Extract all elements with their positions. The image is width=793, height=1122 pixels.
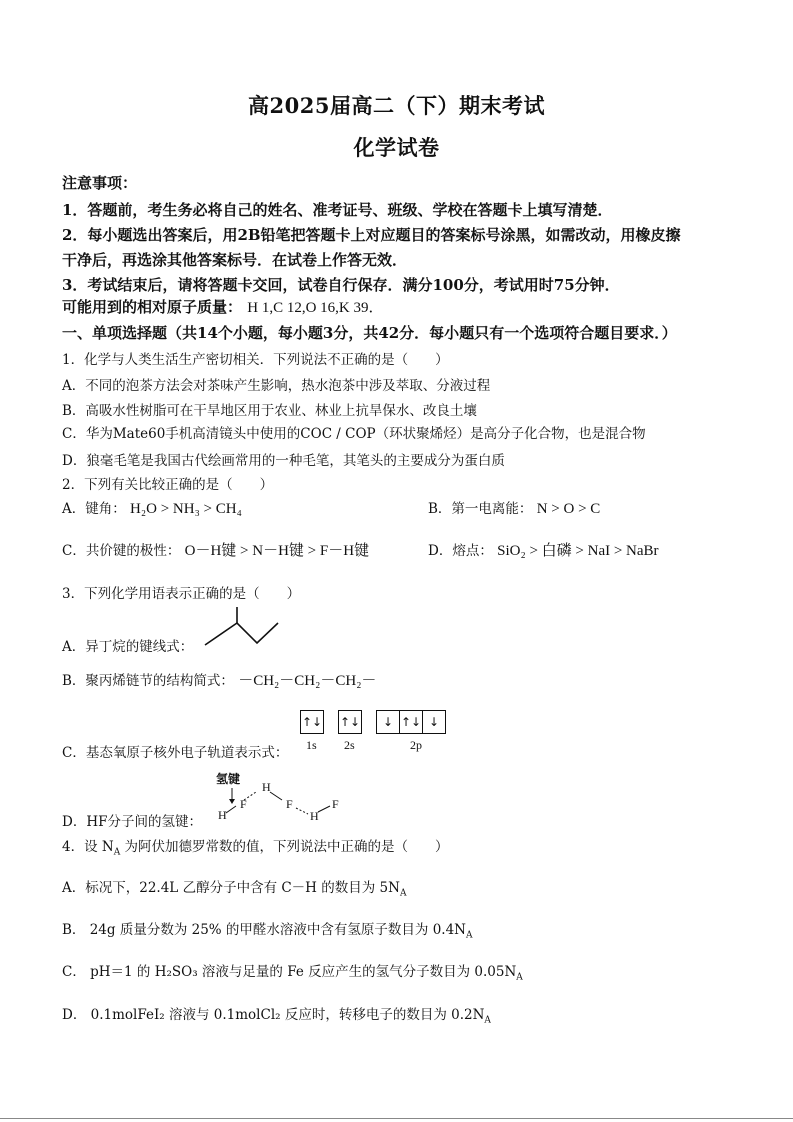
q4-stem-start: 4．设 N	[62, 839, 114, 855]
q2-option-c	[62, 539, 369, 560]
q2-a-label: A．键角：	[62, 501, 126, 517]
q3-option-a: A．异丁烷的键线式：	[62, 639, 194, 655]
section-1-heading: 一、单项选择题（共14个小题，每小题3分，共42分．每小题只有一个选项符合题目要求．）	[62, 324, 677, 342]
hbond-atom-h1: H	[218, 808, 227, 822]
orbital-box-paired: ↑↓	[400, 710, 423, 734]
q2-d-expr: SiO₂ > 白磷 > NaI > NaBr	[497, 543, 659, 559]
q4-b-text: B． 24g 质量分数为 25% 的甲醛水溶液中含有氢原子数目为 0.4N	[62, 922, 466, 938]
orbital-box-down: ↓	[423, 710, 446, 734]
orbital-label-2s: 2s	[344, 738, 355, 752]
q3-option-c: C．基态氧原子核外电子轨道表示式：	[62, 745, 289, 761]
hbond-atom-h2: H	[262, 780, 271, 794]
q2-b-label: B．第一电离能：	[428, 501, 533, 517]
hbond-atom-f2: F	[286, 797, 293, 811]
q4-option-c	[62, 960, 742, 983]
q3-stem: 3．下列化学用语表示正确的是（ ）	[62, 586, 301, 602]
q4-a-sub: A	[399, 888, 407, 899]
q3-b-label: B．聚丙烯链节的结构简式：	[62, 673, 234, 689]
orbital-box-paired: ↑↓	[300, 710, 324, 734]
q4-option-d	[62, 1003, 742, 1026]
q1-option-a: A．不同的泡茶方法会对茶味产生影响，热水泡茶中涉及萃取、分液过程	[62, 378, 491, 394]
orbital-label-2p: 2p	[410, 738, 422, 752]
atomic-mass-label: 可能用到的相对原子质量：	[62, 298, 243, 316]
q2-a-expr: H₂O > NH₃ > CH₄	[130, 501, 242, 517]
notice-item-2-cont: 干净后，再选涂其他答案标号．在试卷上作答无效．	[62, 251, 408, 269]
orbital-2p	[376, 710, 446, 734]
q2-b-expr: N > O > C	[536, 501, 601, 517]
q1-option-b: B．高吸水性树脂可在干旱地区用于农业、林业上抗旱保水、改良土壤	[62, 403, 477, 419]
q2-option-b	[428, 497, 600, 518]
notice-item-2: 2．每小题选出答案后，用2B铅笔把答题卡上对应题目的答案标号涂黑，如需改动，用橡皮擦	[62, 226, 681, 244]
orbital-box-down: ↓	[376, 710, 400, 734]
q4-d-sub: A	[484, 1015, 491, 1026]
q4-option-b	[62, 918, 742, 941]
q4-b-sub: A	[465, 930, 473, 941]
atomic-mass-values: H 1,C 12,O 16,K 39．	[247, 300, 384, 316]
notice-heading: 注意事项：	[62, 174, 138, 192]
q4-stem-sub: A	[113, 847, 121, 858]
q2-option-d	[428, 539, 659, 560]
q4-c-sub: A	[516, 972, 523, 983]
q4-d-text: D． 0.1molFeI₂ 溶液与 0.1molCl₂ 反应时，转移电子的数目为 0.2N	[62, 1007, 485, 1023]
q4-c-text: C． pH＝1 的 H₂SO₃ 溶液与足量的 Fe 反应产生的氢气分子数目为 0.05N	[62, 964, 517, 980]
q1-stem: 1．化学与人类生活生产密切相关．下列说法不正确的是（ ）	[62, 352, 449, 368]
q4-a-text: A．标况下，22.4L 乙醇分子中含有 C－H 的数目为 5N	[62, 880, 400, 896]
exam-subject: 化学试卷	[353, 135, 440, 160]
hbond-atom-f3: F	[332, 797, 339, 811]
q2-c-label: C．共价键的极性：	[62, 543, 181, 559]
notice-item-1: 1．答题前，考生务必将自己的姓名、准考证号、班级、学校在答题卡上填写清楚．	[62, 201, 613, 219]
orbital-2s	[338, 710, 362, 734]
q4-stem-rest: 为阿伏加德罗常数的值，下列说法中正确的是（ ）	[120, 839, 449, 855]
hbond-atom-h3: H	[310, 809, 319, 823]
q2-c-expr: O－H键 > N－H键 > F－H键	[184, 543, 370, 559]
q2-option-a	[62, 497, 242, 518]
hf-hydrogen-bond-diagram	[214, 786, 344, 822]
orbital-1s	[300, 710, 324, 734]
q4-stem	[62, 835, 742, 858]
q1-option-d: D．狼毫毛笔是我国古代绘画常用的一种毛笔，其笔头的主要成分为蛋白质	[62, 453, 505, 469]
atomic-mass-line	[62, 296, 742, 317]
page-bottom-rule	[0, 1118, 793, 1119]
q2-d-label: D．熔点：	[428, 543, 493, 559]
orbital-label-1s: 1s	[306, 738, 317, 752]
q2-stem: 2．下列有关比较正确的是（ ）	[62, 477, 274, 493]
hbond-atom-f1: F	[240, 797, 247, 811]
q1-option-c: C．华为Mate60手机高清镜头中使用的COC / COP（环状聚烯烃）是高分子化合物，也是混合物	[62, 426, 646, 442]
q3-option-b	[62, 669, 376, 690]
q3-b-expr: －CH₂－CH₂－CH₂－	[238, 673, 377, 689]
q3-option-d: D．HF分子间的氢键：	[62, 814, 202, 830]
orbital-box-paired: ↑↓	[338, 710, 362, 734]
hydrogen-bond-label: 氢键	[216, 772, 241, 786]
exam-title: 高2025届高二（下）期末考试	[248, 93, 545, 118]
notice-item-3: 3．考试结束后，请将答题卡交回，试卷自行保存．满分100分，考试用时75分钟．	[62, 276, 620, 294]
isobutane-skeletal-formula	[200, 605, 282, 650]
q4-option-a	[62, 876, 742, 899]
